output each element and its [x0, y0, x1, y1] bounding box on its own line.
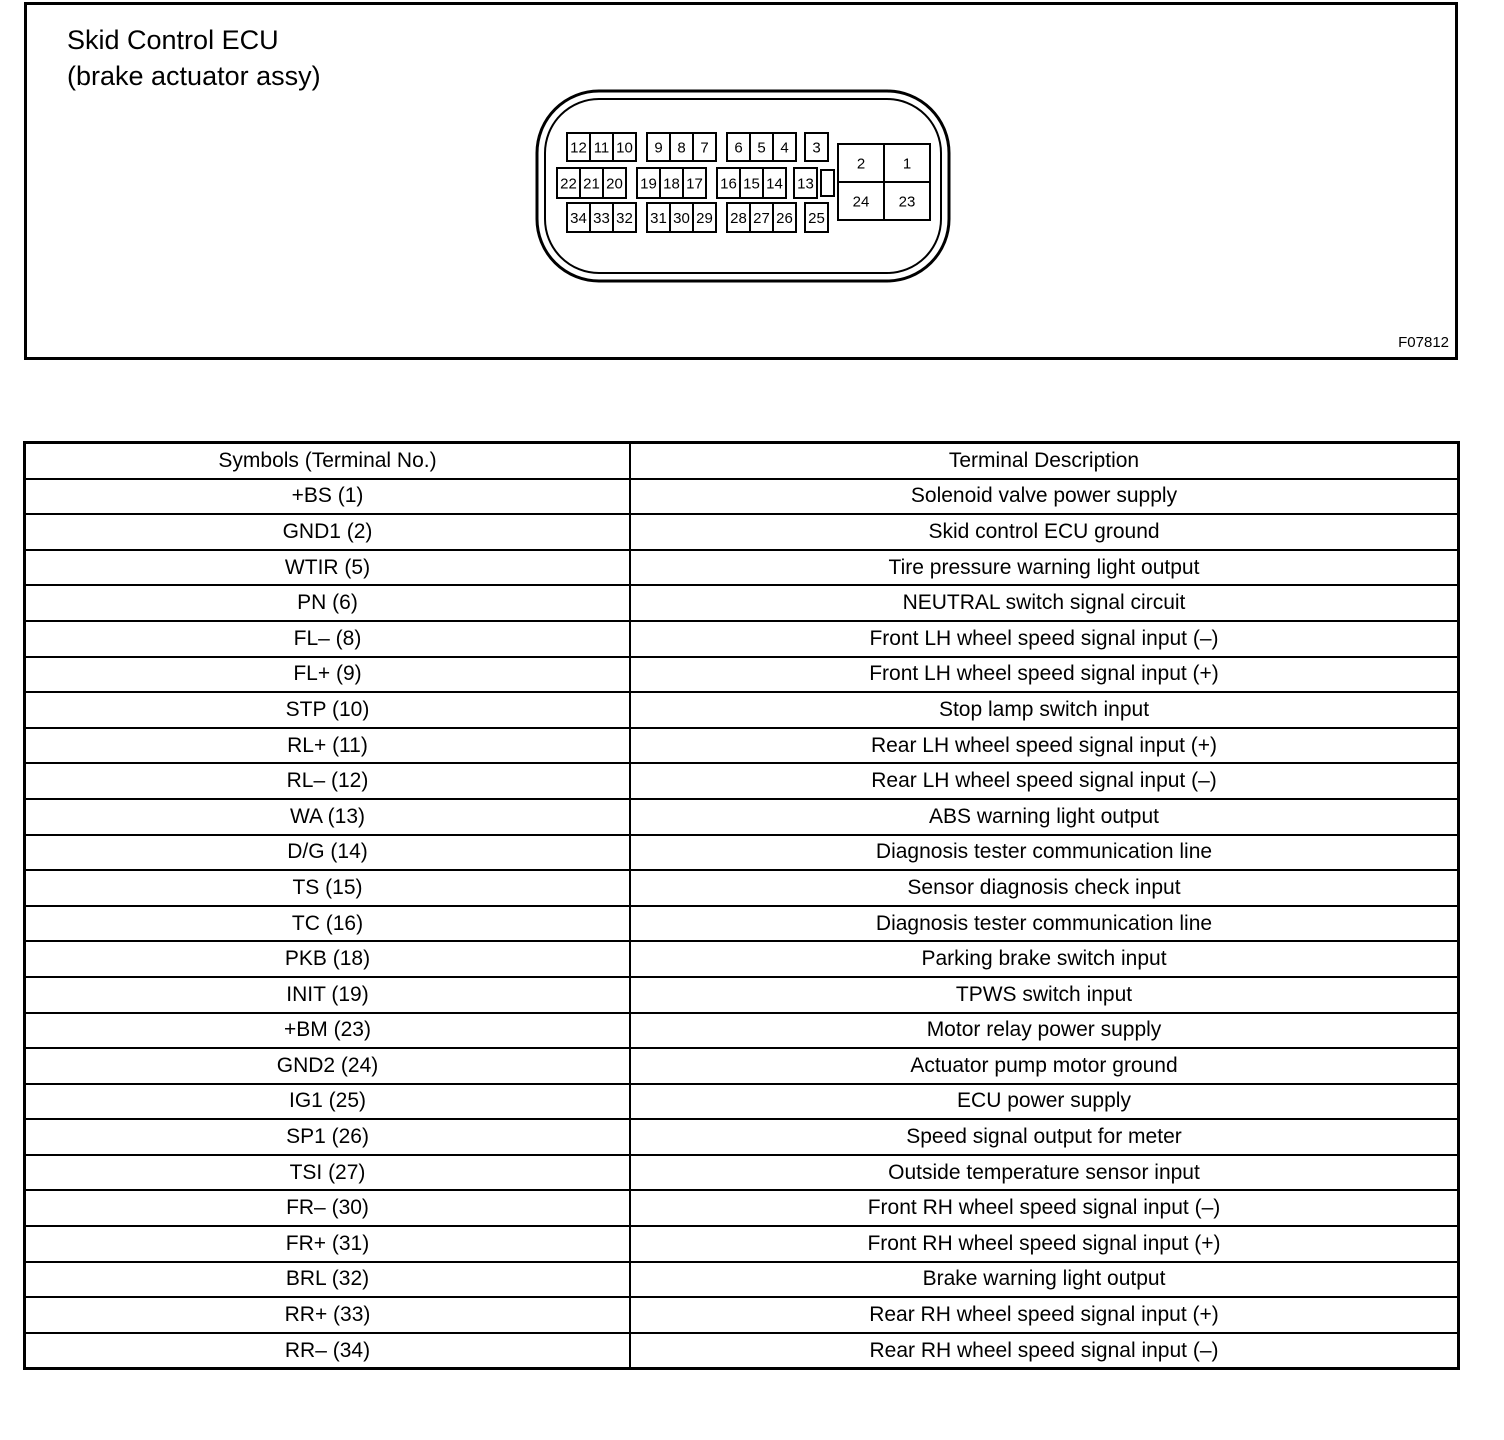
terminal-description: Skid control ECU ground: [630, 514, 1458, 550]
terminal-description: Speed signal output for meter: [630, 1119, 1458, 1155]
connector-key-tab: [821, 170, 834, 196]
pin-number: 3: [812, 139, 821, 157]
terminal-symbol: FL– (8): [25, 621, 630, 657]
terminal-description: Motor relay power supply: [630, 1013, 1458, 1049]
terminal-symbol: D/G (14): [25, 835, 630, 871]
terminal-description: Outside temperature sensor input: [630, 1155, 1458, 1191]
terminal-description: NEUTRAL switch signal circuit: [630, 585, 1458, 621]
terminal-description: Rear RH wheel speed signal input (–): [630, 1333, 1458, 1369]
table-row: [25, 1297, 1458, 1333]
terminal-symbol: BRL (32): [25, 1262, 630, 1298]
diagram-subtitle: (brake actuator assy): [67, 61, 321, 91]
power-pin-number: 23: [898, 193, 916, 211]
pin-number: 5: [757, 139, 766, 157]
table-row: [25, 763, 1458, 799]
pin-number: 15: [743, 175, 760, 193]
pin-number: 16: [720, 175, 737, 193]
pin-number: 29: [696, 210, 713, 227]
table-row: [25, 799, 1458, 835]
table-header-row: [25, 443, 1458, 479]
terminal-symbol: FL+ (9): [25, 657, 630, 693]
pin-number: 27: [753, 210, 770, 227]
pin-number: 11: [593, 139, 610, 157]
terminal-description: Front LH wheel speed signal input (+): [630, 657, 1458, 693]
terminal-symbol: FR+ (31): [25, 1226, 630, 1262]
connector-pins: [557, 133, 930, 232]
terminal-symbol: INIT (19): [25, 977, 630, 1013]
terminal-description: Parking brake switch input: [630, 941, 1458, 977]
pin-number: 18: [663, 175, 680, 193]
terminal-description: ECU power supply: [630, 1084, 1458, 1120]
terminal-symbol: STP (10): [25, 692, 630, 728]
terminal-table-body: [25, 479, 1458, 1369]
terminal-symbol: WTIR (5): [25, 550, 630, 586]
terminal-symbol: GND2 (24): [25, 1048, 630, 1084]
terminal-description: Rear LH wheel speed signal input (–): [630, 763, 1458, 799]
pin-number: 12: [570, 139, 587, 157]
terminal-symbol: RR+ (33): [25, 1297, 630, 1333]
table-row: [25, 728, 1458, 764]
terminal-description: ABS warning light output: [630, 799, 1458, 835]
figure-id: F07812: [1398, 334, 1449, 351]
table-row: [25, 835, 1458, 871]
table-row: [25, 550, 1458, 586]
table-row: [25, 657, 1458, 693]
diagram-title: Skid Control ECU: [67, 25, 279, 55]
terminal-description: Brake warning light output: [630, 1262, 1458, 1298]
terminal-symbol: WA (13): [25, 799, 630, 835]
terminal-description: Solenoid valve power supply: [630, 479, 1458, 515]
terminal-symbol: FR– (30): [25, 1190, 630, 1226]
table-row: [25, 941, 1458, 977]
table-row: [25, 585, 1458, 621]
pin-number: 34: [570, 210, 587, 227]
connector-diagram-panel: [24, 2, 1458, 360]
terminal-symbol: +BM (23): [25, 1013, 630, 1049]
pin-number: 32: [616, 210, 633, 227]
table-row: [25, 1262, 1458, 1298]
terminal-symbol: TS (15): [25, 870, 630, 906]
connector-face: [27, 5, 1455, 357]
power-pin-number: 24: [852, 193, 870, 211]
power-pin-number: 1: [902, 155, 912, 173]
pin-number: 8: [677, 139, 686, 157]
table-row: [25, 692, 1458, 728]
terminal-description: Front RH wheel speed signal input (–): [630, 1190, 1458, 1226]
terminal-description: Rear RH wheel speed signal input (+): [630, 1297, 1458, 1333]
column-header-symbols: Symbols (Terminal No.): [25, 443, 630, 479]
pin-number: 31: [650, 210, 667, 227]
pin-number: 19: [640, 175, 657, 193]
terminal-table: [24, 442, 1459, 1369]
pin-number: 6: [734, 139, 743, 157]
pin-number: 22: [560, 175, 577, 193]
pin-number: 21: [583, 175, 600, 193]
table-row: [25, 977, 1458, 1013]
terminal-symbol: RL– (12): [25, 763, 630, 799]
table-row: [25, 514, 1458, 550]
terminal-description: Diagnosis tester communication line: [630, 906, 1458, 942]
terminal-symbol: RL+ (11): [25, 728, 630, 764]
pin-number: 26: [776, 210, 793, 227]
column-header-description: Terminal Description: [630, 443, 1458, 479]
table-row: [25, 1084, 1458, 1120]
pin-number: 13: [797, 175, 814, 193]
table-row: [25, 906, 1458, 942]
terminal-symbol: IG1 (25): [25, 1084, 630, 1120]
table-row: [25, 621, 1458, 657]
terminal-description: Diagnosis tester communication line: [630, 835, 1458, 871]
terminal-description: Stop lamp switch input: [630, 692, 1458, 728]
terminal-description: Sensor diagnosis check input: [630, 870, 1458, 906]
terminal-symbol: +BS (1): [25, 479, 630, 515]
terminal-symbol: PN (6): [25, 585, 630, 621]
pin-number: 9: [654, 139, 663, 157]
table-row: [25, 1119, 1458, 1155]
table-row: [25, 479, 1458, 515]
pin-number: 17: [686, 175, 703, 193]
table-row: [25, 1333, 1458, 1369]
terminal-description: TPWS switch input: [630, 977, 1458, 1013]
pin-number: 25: [808, 210, 825, 227]
terminal-symbol: GND1 (2): [25, 514, 630, 550]
pin-number: 30: [673, 210, 690, 227]
terminal-symbol: SP1 (26): [25, 1119, 630, 1155]
pin-number: 10: [616, 139, 633, 157]
pin-number: 33: [593, 210, 610, 227]
terminal-description: Front RH wheel speed signal input (+): [630, 1226, 1458, 1262]
table-row: [25, 1226, 1458, 1262]
terminal-symbol: TSI (27): [25, 1155, 630, 1191]
terminal-description: Front LH wheel speed signal input (–): [630, 621, 1458, 657]
terminal-symbol: RR– (34): [25, 1333, 630, 1369]
table-row: [25, 1190, 1458, 1226]
pin-number: 28: [730, 210, 747, 227]
terminal-symbol: PKB (18): [25, 941, 630, 977]
pin-number: 14: [766, 175, 783, 193]
pin-number: 20: [606, 175, 623, 193]
terminal-description: Tire pressure warning light output: [630, 550, 1458, 586]
pin-number: 4: [780, 139, 789, 157]
table-row: [25, 1048, 1458, 1084]
power-pin-number: 2: [856, 155, 866, 173]
terminal-description: Actuator pump motor ground: [630, 1048, 1458, 1084]
terminal-symbol: TC (16): [25, 906, 630, 942]
terminal-description: Rear LH wheel speed signal input (+): [630, 728, 1458, 764]
pin-number: 7: [700, 139, 709, 157]
table-row: [25, 1155, 1458, 1191]
table-row: [25, 1013, 1458, 1049]
table-row: [25, 870, 1458, 906]
